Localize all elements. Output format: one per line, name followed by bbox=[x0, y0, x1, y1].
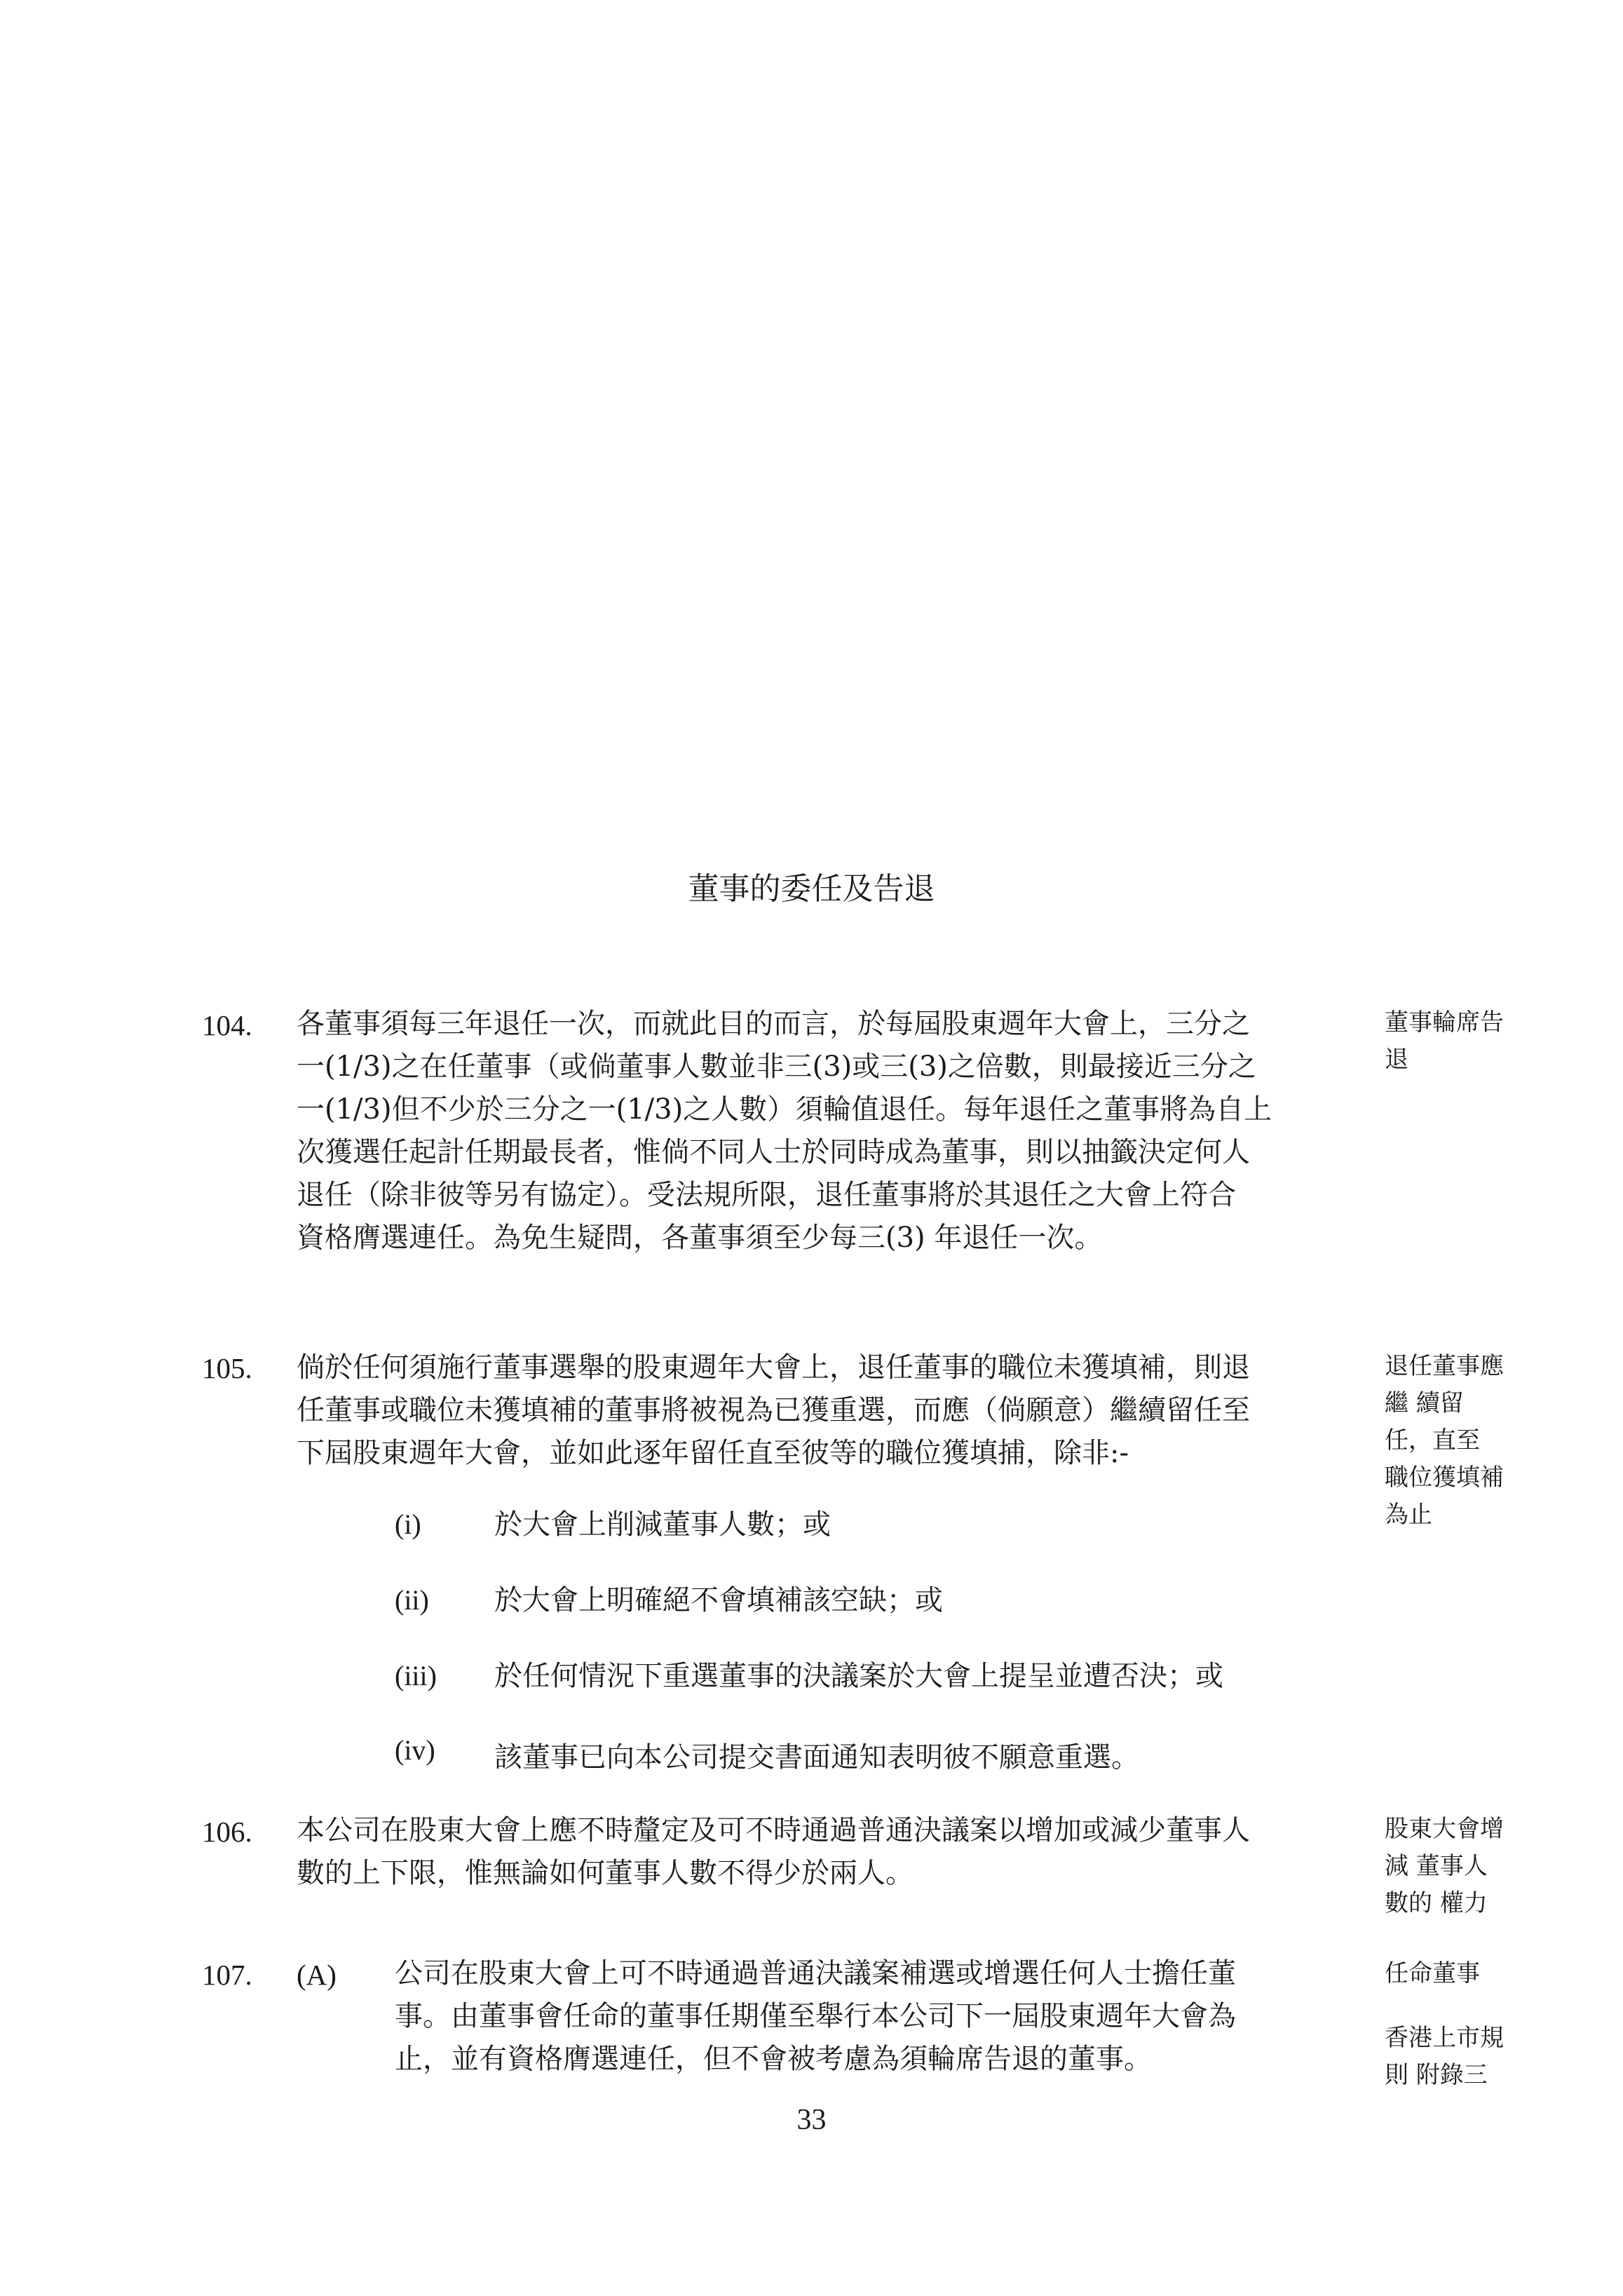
article-105-side-note bbox=[1385, 1348, 1525, 1534]
side-note-line: 則 附錄三 bbox=[1385, 2061, 1488, 2089]
side-note-line: 香港上市規 bbox=[1385, 2024, 1504, 2052]
article-104-number: 104. bbox=[202, 1009, 252, 1041]
article-106-number: 106. bbox=[202, 1816, 252, 1848]
article-104-line: 各董事須每三年退任一次，而就此目的而言，於每屆股東週年大會上，三分之 bbox=[297, 1008, 1250, 1040]
list-item-label: (i) bbox=[395, 1508, 421, 1540]
article-106-side-note bbox=[1385, 1811, 1525, 1922]
article-105-line: 倘於任何須施行董事選舉的股東週年大會上，退任董事的職位未獲填補，則退 bbox=[297, 1351, 1250, 1384]
list-item-text: 於大會上明確絕不會填補該空缺；或 bbox=[494, 1584, 943, 1616]
article-106-line: 本公司在股東大會上應不時釐定及可不時通過普通決議案以增加或減少董事人 bbox=[297, 1814, 1250, 1846]
side-note-line: 繼 續留 bbox=[1385, 1389, 1464, 1417]
article-107-line: 公司在股東大會上可不時通過普通決議案補選或增選任何人士擔任董 bbox=[395, 1957, 1236, 1990]
side-note-line: 董事輪席告 bbox=[1385, 1008, 1504, 1036]
article-104-line: 一(1/3)但不少於三分之一(1/3)之人數）須輪值退任。每年退任之董事將為自上 bbox=[297, 1093, 1272, 1126]
list-item-text: 於大會上削減董事人數；或 bbox=[494, 1508, 831, 1541]
article-106-line: 數的上下限，惟無論如何董事人數不得少於兩人。 bbox=[297, 1857, 914, 1889]
list-item-label: (ii) bbox=[395, 1584, 429, 1616]
article-107-side-note-rule bbox=[1385, 2020, 1525, 2094]
section-title: 董事的委任及告退 bbox=[688, 871, 935, 907]
article-107-body bbox=[395, 1952, 1348, 2081]
side-note-line: 數的 權力 bbox=[1385, 1889, 1488, 1917]
article-104-side-note bbox=[1385, 1004, 1525, 1079]
side-note-line: 職位獲填補 bbox=[1385, 1464, 1504, 1492]
side-note-line: 減 董事人 bbox=[1385, 1852, 1488, 1880]
list-item-label: (iii) bbox=[395, 1660, 437, 1691]
article-104-line: 一(1/3)之在任董事（或倘董事人數並非三(3)或三(3)之倍數，則最接近三分之 bbox=[297, 1051, 1256, 1083]
article-107-number: 107. bbox=[202, 1959, 252, 1991]
article-107-side-note bbox=[1385, 1955, 1525, 1992]
article-105-line: 任董事或職位未獲填補的董事將被視為已獲重選，而應（倘願意）繼續留任至 bbox=[297, 1394, 1250, 1426]
article-105-number: 105. bbox=[202, 1352, 252, 1384]
side-note-line: 退 bbox=[1385, 1046, 1408, 1074]
side-note-line: 股東大會增 bbox=[1385, 1815, 1504, 1843]
article-104-line: 次獲選任起計任期最長者，惟倘不同人士於同時成為董事，則以抽籤決定何人 bbox=[297, 1136, 1250, 1168]
page-number: 33 bbox=[796, 2104, 827, 2136]
article-104-body bbox=[297, 1003, 1348, 1260]
article-105-body bbox=[297, 1346, 1348, 1475]
article-107-sub-label: (A) bbox=[297, 1959, 337, 1991]
article-105-line: 下屆股東週年大會，並如此逐年留任直至彼等的職位獲填捕，除非:- bbox=[297, 1437, 1129, 1469]
article-104-line: 退任（除非彼等另有協定）。受法規所限，退任董事將於其退任之大會上符合 bbox=[297, 1179, 1236, 1211]
article-104-line: 資格膺選連任。為免生疑問，各董事須至少每三(3) 年退任一次。 bbox=[297, 1222, 1103, 1254]
article-107-line: 止，並有資格膺選連任，但不會被考慮為須輪席告退的董事。 bbox=[395, 2043, 1152, 2075]
list-item-label: (iv) bbox=[395, 1734, 435, 1766]
list-item-text: 於任何情況下重選董事的決議案於大會上提呈並遭否決；或 bbox=[494, 1660, 1223, 1692]
article-106-body bbox=[297, 1809, 1348, 1895]
article-107-line: 事。由董事會任命的董事任期僅至舉行本公司下一屆股東週年大會為 bbox=[395, 2000, 1236, 2032]
side-note-line: 任命董事 bbox=[1385, 1959, 1480, 1987]
side-note-line: 退任董事應 bbox=[1385, 1352, 1504, 1380]
side-note-line: 為止 bbox=[1385, 1501, 1432, 1529]
list-item-text: 該董事已向本公司提交書面通知表明彼不願意重選。 bbox=[494, 1741, 1139, 1774]
side-note-line: 任，直至 bbox=[1385, 1426, 1480, 1454]
